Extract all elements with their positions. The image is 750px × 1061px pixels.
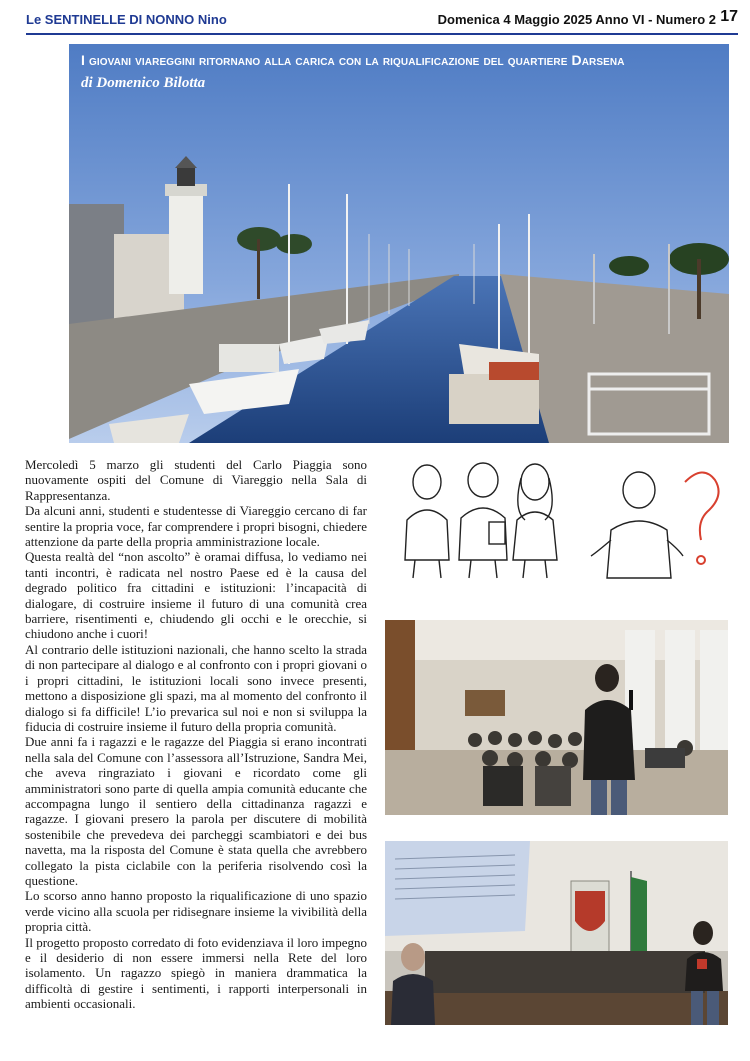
masthead (26, 8, 738, 36)
publication-name: Le SENTINELLE DI NONNO Nino (26, 12, 227, 27)
article-title: I giovani viareggini ritornano alla carica con la riqualificazione del quartiere Darsena (81, 52, 625, 68)
article-body (25, 457, 367, 1012)
student-speaking-in-hall-illustration (385, 620, 728, 815)
article-paragraph: Questa realtà del “non ascolto” è oramai diffusa, lo vediamo nei tanti incontri, è radicata nel nostro Paese ed è la causa del degrado politico fra cittadini e istituzioni: l’incapacità di dialogare, di costruire insieme il futuro di una comunità crea barriere, risentimenti e, chiudendo gli occhi e le orecchie, si chiudono anche i cuori! (25, 549, 367, 642)
article-paragraph: Mercoledì 5 marzo gli studenti del Carlo Piaggia sono nuovamente ospiti del Comune di Viareggio nella Sala di Rappresentanza. (25, 457, 367, 503)
article-paragraph: Due anni fa i ragazzi e le ragazze del Piaggia si erano incontrati nella sala del Comune con l’assessora all’Istruzione, Sandra Mei, che aveva ringraziato i giovani e ricordato come gli amministratori sono parte di quella ampia comunità educante che accompagna lungo il sentiero della cittadinanza ragazzi e ragazze. I giovani presero la parola per discutere di mobilità sostenibile che prevedeva dei parcheggi scambiatori e dei bus navetta, ma la risposta del Comune è stata quella che avrebbero collegato la pista ciclabile con la periferia risolvendo così la questione. (25, 734, 367, 888)
harbour-canal-illustration (69, 44, 729, 443)
students-sketch-icon (385, 460, 730, 580)
page-number: 17 (720, 8, 738, 25)
article-paragraph: Al contrario delle istituzioni nazionali, che hanno scelto la strada di non partecipare al dialogo e al confronto con i propri giovani o i propri cittadini, le istituzioni locali sono invece presenti, mettono a disposizione gli spazi, ma al momento del confronto il dialogo si fa difficile! L’io prevarica sul noi e non si sviluppa la fiducia di costruire insieme il futuro della propria comunità. (25, 641, 367, 734)
article-paragraph: Lo scorso anno hanno proposto la riqualificazione di uno spazio verde vicino alla scuola per ridisegnare insieme la vivibilità della propria città. (25, 888, 367, 935)
council-room-presentation-illustration (385, 841, 728, 1025)
students-sketch (385, 460, 730, 580)
article-byline: di Domenico Bilotta (81, 75, 206, 91)
article-paragraph: Da alcuni anni, studenti e studentesse di Viareggio cercano di far sentire la propria voce, far comprendere i propri bisogni, chiedere attenzione da parte della propria amministrazione locale. (25, 503, 367, 550)
council-photo (385, 841, 728, 1025)
masthead-rule (26, 33, 738, 35)
issue-info: Domenica 4 Maggio 2025 Anno VI - Numero 2 (437, 12, 716, 27)
hall-photo (385, 620, 728, 815)
article-paragraph: Il progetto proposto corredato di foto evidenziava il loro impegno e il desiderio di non essere immersi nella Rete del loro isolamento. Un ragazzo spiegò in maniera drammatica la difficoltà di gestire i sentimenti, i rapporti interpersonali in ambienti occasionali. (25, 934, 367, 1012)
hero-photo (69, 44, 729, 443)
